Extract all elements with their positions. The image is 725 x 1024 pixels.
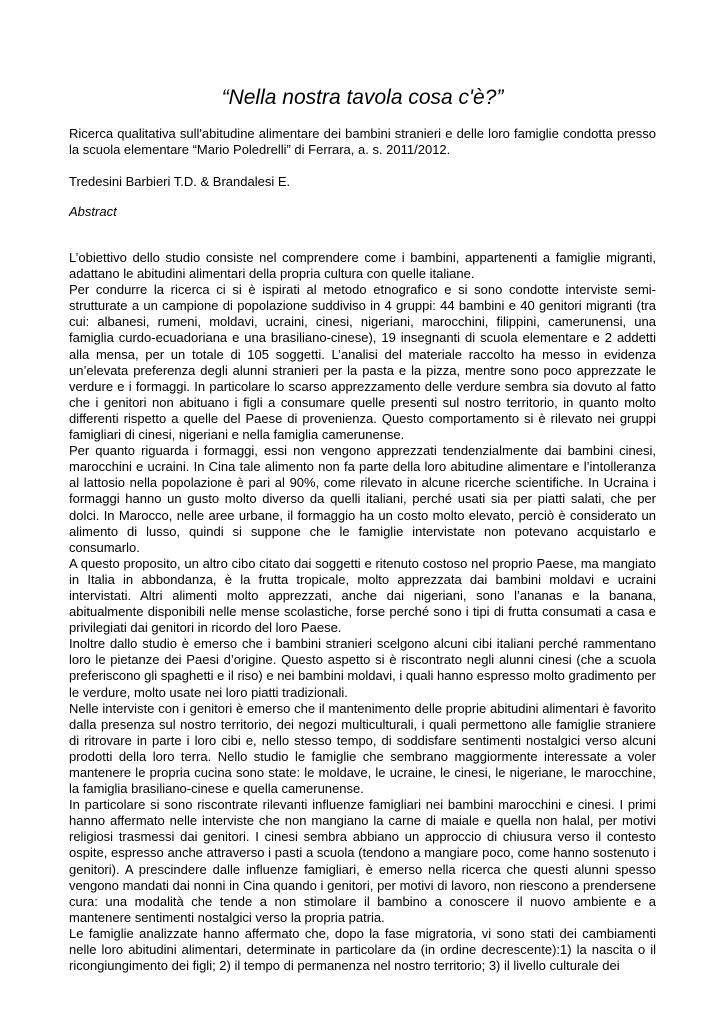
paragraph: Inoltre dallo studio è emerso che i bambini stranieri scelgono alcuni cibi italiani perché rammentano loro le pietanze dei Paesi d’origine. Questo aspetto si è riscontrato negli alunni cinesi (che a scuola preferiscono gli spaghetti e il riso) e nei bambini moldavi, i quali hanno espresso molto gradimento per le verdure, molto usate nei loro piatti tradizionali. [69, 636, 656, 700]
paragraph: Per quanto riguarda i formaggi, essi non vengono apprezzati tendenzialmente dai bambini cinesi, marocchini e ucraini. In Cina tale alimento non fa parte della loro abitudine alimentare e l’intolleranza al lattosio nella popolazione è pari al 90%, come rilevato in alcune ricerche scientifiche. In Ucraina i formaggi hanno un gusto molto diverso da quelli italiani, perché usati sia per piatti salati, che per dolci. In Marocco, nelle aree urbane, il formaggio ha un costo molto elevato, perciò è considerato un alimento di lusso, quindi si suppone che le famiglie intervistate non potevano acquistarlo e consumarlo. [69, 443, 656, 555]
abstract-body [69, 250, 656, 974]
paragraph: In particolare si sono riscontrate rilevanti influenze famigliari nei bambini marocchini e cinesi. I primi hanno affermato nelle interviste che non mangiano la carne di maiale e quella non halal, per motivi religiosi trasmessi dai genitori. I cinesi sembra abbiano un approccio di chiusura verso il contesto ospite, espresso anche attraverso i pasti a scuola (tendono a mangiare poco, come hanno sostenuto i genitori). A prescindere dalle influenze famigliari, è emerso nella ricerca che questi alunni spesso vengono mandati dai nonni in Cina quando i genitori, per motivi di lavoro, non riescono a prendersene cura: una modalità che tende a non stimolare il bambino a conoscere il nuovo ambiente e a mantenere sentimenti nostalgici verso la propria patria. [69, 797, 656, 925]
document-title: “Nella nostra tavola cosa c'è?” [221, 86, 504, 109]
paragraph: L’obiettivo dello studio consiste nel comprendere come i bambini, appartenenti a famiglie migranti, adattano le abitudini alimentari della propria cultura con quelle italiane. [69, 250, 656, 282]
paragraph: Nelle interviste con i genitori è emerso che il mantenimento delle proprie abitudini alimentari è favorito dalla presenza sul nostro territorio, dei negozi multiculturali, i quali permettono alle famiglie straniere di ritrovare in parte i loro cibi e, nello stesso tempo, di soddisfare sentimenti nostalgici verso alcuni prodotti della loro terra. Nello studio le famiglie che sembrano maggiormente interessate a voler mantenere le propria cucina sono state: le moldave, le ucraine, le cinesi, le nigeriane, le marocchine, la famiglia brasiliano-cinese e quella camerunense. [69, 700, 656, 797]
paragraph: A questo proposito, un altro cibo citato dai soggetti e ritenuto costoso nel proprio Paese, ma mangiato in Italia in abbondanza, è la frutta tropicale, molto apprezzata dai bambini moldavi e ucraini intervistati. Altri alimenti molto apprezzati, anche dai nigeriani, sono l’ananas e la banana, abitualmente disponibili nelle mense scolastiche, forse perché sono i tipi di frutta consumati a casa e privilegiati dai genitori in ricordo del loro Paese. [69, 555, 656, 636]
abstract-heading: Abstract [69, 204, 117, 219]
document-authors: Tredesini Barbieri T.D. & Brandalesi E. [69, 174, 291, 189]
document-subtitle: Ricerca qualitativa sull'abitudine alimentare dei bambini stranieri e delle loro famiglie condotta presso la scuola elementare “Mario Poledrelli” di Ferrara, a. s. 2011/2012. [69, 126, 656, 158]
paragraph: Per condurre la ricerca ci si è ispirati al metodo etnografico e si sono condotte interviste semi-strutturate a un campione di popolazione suddiviso in 4 gruppi: 44 bambini e 40 genitori migranti (tra cui: albanesi, rumeni, moldavi, ucraini, cinesi, nigeriani, marocchini, filippini, camerunensi, una famiglia curdo-ecuadoriana e una brasiliano-cinese), 19 insegnanti di scuola elementare e 2 addetti alla mensa, per un totale di 105 soggetti. L’analisi del materiale raccolto ha messo in evidenza un’elevata preferenza degli alunni stranieri per la pasta e la pizza, mentre sono poco apprezzate le verdure e i formaggi. In particolare lo scarso apprezzamento delle verdure sembra sia dovuto al fatto che i genitori non abituano i figli a consumare quelle presenti sul nostro territorio, in quanto molto differenti rispetto a quelle del Paese di provenienza. Questo comportamento si è rilevato nei gruppi famigliari di cinesi, nigeriani e nella famiglia camerunense. [69, 282, 656, 443]
paragraph: Le famiglie analizzate hanno affermato che, dopo la fase migratoria, vi sono stati dei cambiamenti nelle loro abitudini alimentari, determinate in particolare da (in ordine decrescente):1) la nascita o il ricongiungimento dei figli; 2) il tempo di permanenza nel nostro territorio; 3) il livello culturale dei [69, 925, 656, 974]
